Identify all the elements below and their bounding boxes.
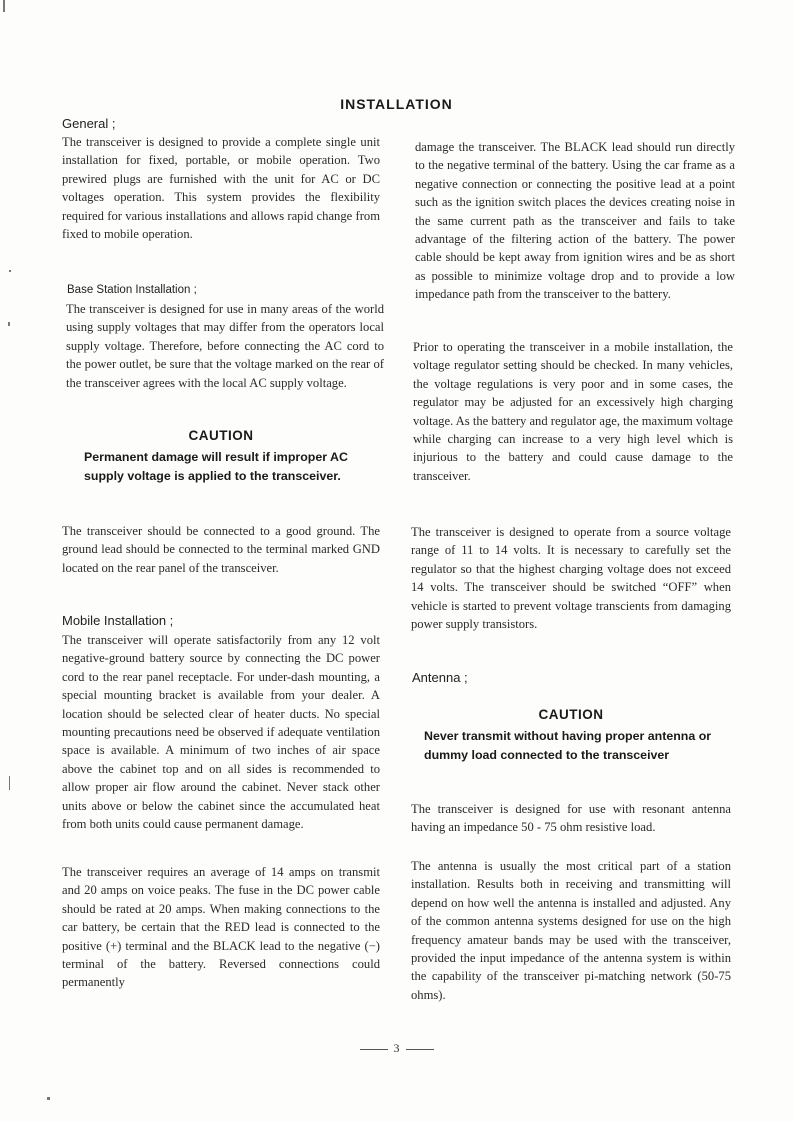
scan-mark: [3, 0, 5, 12]
general-heading: General ;: [62, 116, 116, 131]
page-number-value: 3: [393, 1041, 400, 1055]
page-title: INSTALLATION: [340, 96, 453, 112]
general-paragraph: The transceiver is designed to provide a complete single unit installation for fixed, portable, or mobile operation. Two prewired plugs are furnished with the unit for AC or DC voltages operation. This system provides the flexibility required for various installations and allows rapid change from fixed to mobile operation.: [62, 135, 380, 242]
antenna-critical-paragraph: The antenna is usually the most critical part of a station installation. Results both in receiving and transmitting will depend on how well the antenna is installed and adjusted. Any of the common antenna systems designed for use on the high frequency amateur bands may be used with the transceiver, provided the input impedance of the antenna system is within the capability of the transceiver pi-matching network (50-75 ohms).: [411, 859, 731, 1002]
page-number-rule-left: [360, 1049, 388, 1050]
scan-mark: [8, 322, 10, 326]
battery-lead-paragraph: damage the transceiver. The BLACK lead should run directly to the negative terminal of the battery. Using the car frame as a negative connection or connecting the positive lead at a point such as the ignition switch places the devices creating noise in the same current path as the transceiver and fails to take advantage of the filtering action of the battery. The power cable should be kept away from ignition wires and be as short as possible to minimize voltage drop and to provide a low impedance path from the transceiver to the battery.: [415, 140, 735, 302]
mobile-installation-paragraph: The transceiver will operate satisfactorily from any 12 volt negative-ground battery source by connecting the DC power cord to the rear panel receptacle. For under-dash mounting, a special mounting bracket is available from your dealer. A location should be selected clear of heater ducts. No special mounting precautions need be observed if adequate ventilation space is available. A minimum of two inches of air space above the cabinet top and on all sides is recommended to allow proper air flow around the cabinet. Never stack other units above or below the cabinet since the accumulated heat from both units could cause permanent damage.: [62, 633, 380, 832]
resonant-antenna-paragraph: The transceiver is designed for use with resonant antenna having an impedance 50 - 75 ohm resistive load.: [411, 802, 731, 835]
scan-mark: [47, 1097, 50, 1100]
ground-paragraph: The transceiver should be connected to a good ground. The ground lead should be connected to the terminal marked GND located on the rear panel of the transceiver.: [62, 524, 380, 575]
amps-paragraph: The transceiver requires an average of 14 amps on transmit and 20 amps on voice peaks. The fuse in the DC power cable should be rated at 20 amps. When making connections to the car battery, be certain that the RED lead is connected to the positive (+) terminal and the BLACK lead to the negative (−) terminal of the battery. Reversed connections could permanently: [62, 865, 380, 990]
caution-text-power: Permanent damage will result if improper AC supply voltage is applied to the transceiver.: [84, 450, 348, 483]
base-station-heading: Base Station Installation ;: [67, 284, 197, 296]
caution-title-antenna: CAUTION: [538, 707, 604, 722]
page-number-rule-right: [406, 1049, 434, 1050]
antenna-heading: Antenna ;: [412, 670, 468, 685]
scan-mark: [9, 776, 10, 790]
regulator-paragraph: Prior to operating the transceiver in a mobile installation, the voltage regulator setting should be checked. In many vehicles, the voltage regulations is very poor and in some cases, the regulator may be adjusted for an excessively high charging voltage. As the battery and regulator age, the maximum voltage while charging can increase to a very high level which is injurious to the battery and could cause damage to the transceiver.: [413, 340, 733, 483]
voltage-range-paragraph: The transceiver is designed to operate from a source voltage range of 11 to 14 volts. It is necessary to carefully set the regulator so that the highest charging voltage does not exceed 14 volts. The transceiver should be switched “OFF” when vehicle is started to prevent voltage transcients from damaging power supply transistors.: [411, 525, 731, 632]
scan-mark: [9, 270, 11, 272]
page-number: [0, 1041, 793, 1056]
base-station-paragraph: The transceiver is designed for use in many areas of the world using supply voltages that may differ from the operators local supply voltage. Therefore, before connecting the AC cord to the power outlet, be sure that the voltage marked on the rear of the transceiver agrees with the local AC supply voltage.: [66, 302, 384, 390]
caution-text-antenna: Never transmit without having proper antenna or dummy load connected to the transceiver: [424, 729, 712, 762]
mobile-installation-heading: Mobile Installation ;: [62, 613, 174, 628]
caution-title-power: CAUTION: [188, 428, 254, 443]
